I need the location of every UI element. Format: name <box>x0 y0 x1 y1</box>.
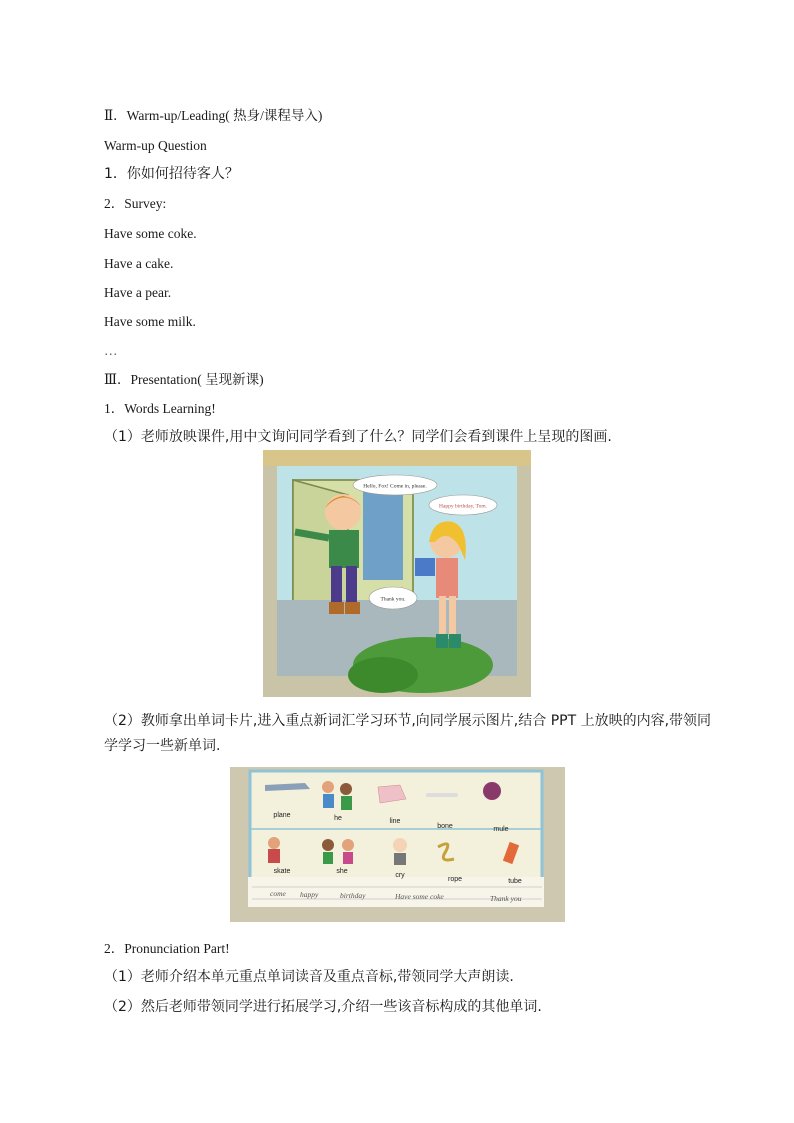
pronunciation-step-1: （1）老师介绍本单元重点单词读音及重点音标,带领同学大声朗读. <box>104 969 514 985</box>
question-1: 1．你如何招待客人？ <box>104 166 239 182</box>
words-learning: 1．Words Learning! <box>104 401 216 416</box>
speech-bubble-2: Happy birthday, Tom. <box>438 503 488 510</box>
phrase: Have some coke <box>395 892 444 901</box>
speech-bubble-3: Thank you. <box>380 596 406 603</box>
phrase: Thank you <box>490 894 522 903</box>
survey-item: Have a cake. <box>104 256 174 271</box>
word-label: tube <box>508 878 522 885</box>
phrase: happy <box>300 890 319 899</box>
word-label: skate <box>273 868 291 875</box>
word-label: plane <box>273 812 291 819</box>
ellipsis: … <box>104 343 118 358</box>
word-label: cry <box>395 872 405 879</box>
warmup-heading: Ⅱ．Warm-up/Leading( 热身/课程导入) <box>104 108 323 123</box>
word-label: she <box>336 868 348 875</box>
word-label: he <box>334 815 342 822</box>
word-label: rope <box>447 876 463 883</box>
pronunciation-step-2: （2）然后老师带领同学进行拓展学习,介绍一些该音标构成的其他单词. <box>104 999 542 1015</box>
word-label: bone <box>437 823 453 830</box>
survey-item: Have some milk. <box>104 314 196 329</box>
word-label: mule <box>493 826 509 833</box>
word-cards-photo <box>230 767 565 922</box>
pronunciation-heading: 2．Pronunciation Part! <box>104 941 230 956</box>
textbook-illustration <box>263 450 531 697</box>
survey-label: 2．Survey: <box>104 196 167 211</box>
step-2: （2）教师拿出单词卡片,进入重点新词汇学习环节,向同学展示图片,结合 PPT 上放映的内容,带领同学学习一些新单词. <box>104 713 712 754</box>
survey-item: Have a pear. <box>104 285 172 300</box>
phrase: birthday <box>340 891 366 900</box>
warmup-question: Warm-up Question <box>104 138 207 153</box>
speech-bubble-1: Hello, Fox! Come in, please. <box>363 483 427 490</box>
word-label: line <box>389 818 401 825</box>
presentation-heading: Ⅲ．Presentation( 呈现新课) <box>104 372 264 387</box>
phrase: come <box>270 889 286 898</box>
survey-item: Have some coke. <box>104 226 197 241</box>
step-1: （1）老师放映课件,用中文询问同学看到了什么？同学们会看到课件上呈现的图画. <box>104 429 612 445</box>
